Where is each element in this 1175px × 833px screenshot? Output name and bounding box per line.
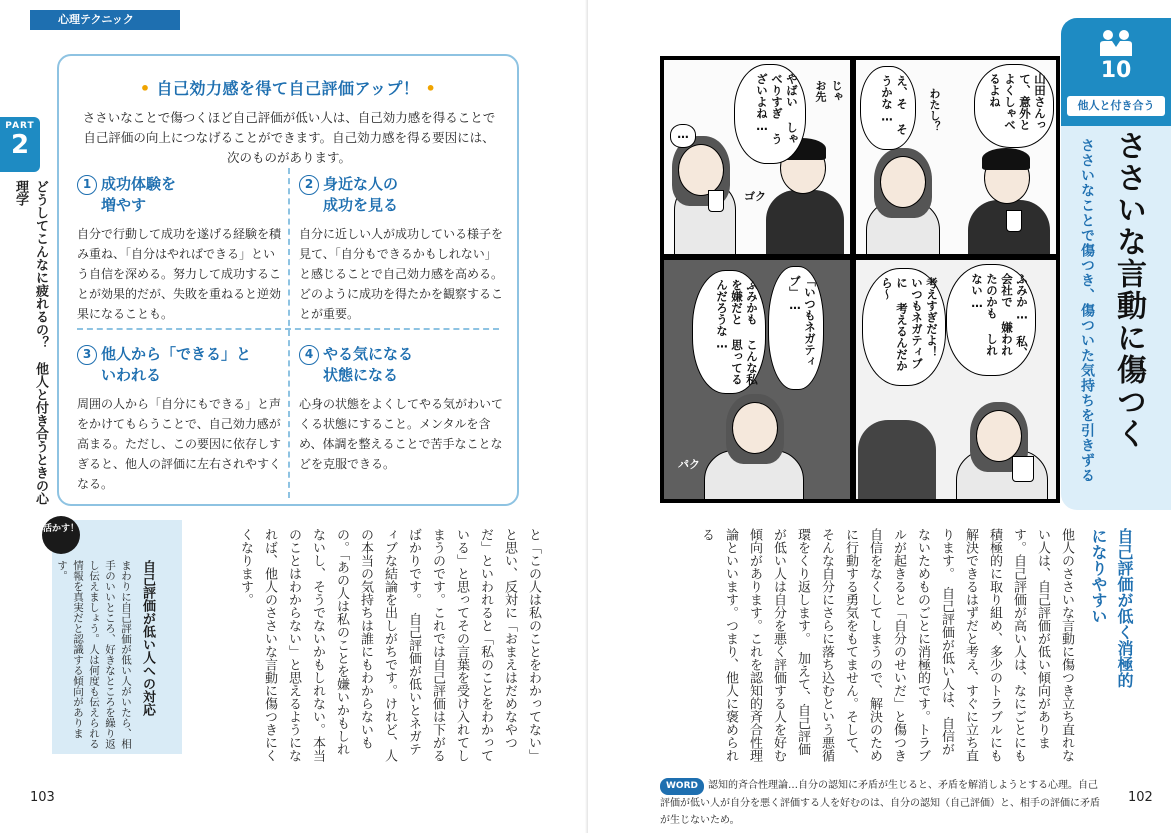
horizontal-divider <box>77 328 499 330</box>
section-heading: 自己評価が低く消極的になりやすい <box>1089 528 1134 688</box>
comic-panel-3 <box>663 259 851 500</box>
number-circle: 3 <box>77 345 97 365</box>
title-dot-icon: • <box>425 79 437 98</box>
factor-body: 周囲の人から「自分にもできる」と声をかけてもらうことで、自己効力感が高まる。ただし、この要因に依存しすぎると、他人の評価に左右されやすくなる。 <box>77 397 282 491</box>
sound-effect: じゃ お先 <box>814 80 843 102</box>
coffee-cup <box>1006 210 1022 232</box>
page-number: 102 <box>1128 790 1153 805</box>
speech-bubble: ふみか… 私、会社で 嫌われたのかも しれない… <box>946 264 1036 376</box>
sound-effect: ゴク <box>744 190 766 203</box>
woman-face <box>732 402 778 454</box>
woman-face <box>678 144 724 196</box>
word-note-text: 認知的斉合性理論…自分の認知に矛盾が生じると、矛盾を解消しようとする心理。自己評価が低い人が自分を悪く評価する人を好むのは、自分の認知（自己評価）と、相手の評価に矛盾が生じないため。 <box>660 780 1100 826</box>
thought-bubble: … <box>670 124 696 148</box>
man-hair <box>982 148 1030 170</box>
speech-bubble: 「いつもネガティブ」… <box>768 266 824 390</box>
factor-heading: 成功体験を 増やす <box>101 175 177 214</box>
chapter-running-title: どうしてこんなに疲れるの？ 他人と付き合うときの心理学 <box>13 180 48 505</box>
technique-badge: 活かす！ <box>42 516 80 554</box>
page-title: ささいな言動に傷つく <box>1111 130 1146 450</box>
factor-body: 自分で行動して成功を遂げる経験を積み重ね、「自分はやればできる」という自信を深める。努力して成功することが効果的だが、失敗を重ねると逆効果になることも。 <box>77 227 282 321</box>
part-tab <box>0 117 40 172</box>
factor-heading: 身近な人の 成功を見る <box>323 175 399 214</box>
word-footnote <box>660 777 1100 829</box>
factor-item <box>299 344 504 474</box>
self-efficacy-box <box>57 54 519 506</box>
comic-panel-1 <box>663 59 851 255</box>
number-circle: 1 <box>77 175 97 195</box>
people-icon <box>1096 28 1136 58</box>
sound-effect: わたし？ <box>928 88 941 132</box>
box-intro: ささいなことで傷つくほど自己評価が低い人は、自己効力感を得ることで自己評価の向上につなげることができます。自己効力感を得る要因には、次のものがあります。 <box>82 110 496 165</box>
right-page <box>588 0 1175 833</box>
number-circle: 2 <box>299 175 319 195</box>
sound-effect: パク <box>678 458 700 471</box>
comic-panel-4 <box>855 259 1057 500</box>
woman-face <box>880 156 926 208</box>
body-text: 他人のささいな言動に傷つき立ち直れない人は、自己評価が低い傾向があります。自己評価が高い人は、なにごとにも積極的に取り組め、多少のトラブルにも解決できるはずだと考え、すぐに立ち直ります。 自己評価が低い人は、自信がないためものごとに消極的です。トラブルが起きると「自分のせいだ」と傷つき自信をなくしてしまうので、解決のために行動する勇気をもてません。そして、そんな自分にさらに落ち込むという悪循環をくり返します。 加えて、自己評価が低い人は自分を悪く評価する人を好む傾向があります。これを認知的斉合性理論といいます。つまり、他人に褒められる <box>699 528 1074 762</box>
body-text: と「この人は私のことをわかってない」と思い、反対に「おまえはだめなやつだ」といわれると「私のことをわかっている」と思ってその言葉を受け入れてしまうのです。これでは自己評価は下がるばかりです。 自己評価が低いとネガティブな結論を出しがちです。けれど、人の本当の気持ちは誰にもわからないもの。「あの人は私のことを嫌いかもしれないし、そうでないかもしれない。本当のことはわからない」と思えるようになれば、他人のささいな言動に傷つきにくくなります。 <box>238 528 541 762</box>
factor-item <box>299 174 504 324</box>
page-subtitle: ささいなことで傷つき、傷ついた気持ちを引きずる <box>1079 138 1095 483</box>
speech-bubble: 考えすぎだよ！ いつもネガティブに 考えるんだから〜 <box>862 268 946 386</box>
part-label: PART <box>5 121 35 131</box>
factor-heading: 他人から「できる」と いわれる <box>101 345 252 384</box>
parfait-cup <box>1012 456 1034 482</box>
word-tag: WORD <box>660 778 704 795</box>
factor-item <box>77 174 282 324</box>
man-figure <box>766 190 844 255</box>
speech-bubble: 山田さんって、意外とよくしゃべるよね <box>974 64 1054 148</box>
factor-body: 自分に近しい人が成功している様子を見て、「自分もできるかもしれない」と感じることで自己効力感を高める。どのように成功を得たかを観察することが重要。 <box>299 227 504 321</box>
section-category: 他人と付き合う <box>1067 96 1165 116</box>
technique-heading: 自己評価が低い人への対応 <box>140 560 155 716</box>
box-title <box>59 76 517 99</box>
technique-body: まわりに自己評価が低い人がいたら、相手のいいところ、好きなところを繰り返し伝えましょう。人は何度も伝えられる情報を真実だと認識する傾向があります。 <box>56 560 132 749</box>
left-page <box>0 0 587 833</box>
page-number: 103 <box>30 790 55 805</box>
manga-comic <box>660 56 1060 503</box>
section-number: 10 <box>1100 58 1132 83</box>
thought-bubble: ふみかも こんな私を嫌だと 思ってるんだろうな… <box>692 270 766 394</box>
box-title-text: 自己効力感を得て自己評価アップ！ <box>156 79 420 98</box>
speech-bubble: え、そ そうかな… <box>860 66 916 150</box>
speech-bubble: やばい しゃべりすぎ うざいよね… <box>734 64 806 164</box>
woman-face <box>976 410 1022 462</box>
section-number-tab <box>1061 18 1171 126</box>
title-dot-icon: • <box>139 79 151 98</box>
number-circle: 4 <box>299 345 319 365</box>
technique-label: 心理テクニック <box>30 10 180 30</box>
coffee-cup <box>708 190 724 212</box>
friend-figure <box>858 420 936 500</box>
factor-item <box>77 344 282 494</box>
factor-body: 心身の状態をよくしてやる気がわいてくる状態にすること。メンタルを含め、体調を整えることで苦手なことなどを克服できる。 <box>299 397 504 471</box>
comic-panel-2 <box>855 59 1057 255</box>
part-number: 2 <box>10 130 30 160</box>
factor-heading: やる気になる 状態になる <box>323 345 414 384</box>
vertical-divider <box>288 168 290 498</box>
